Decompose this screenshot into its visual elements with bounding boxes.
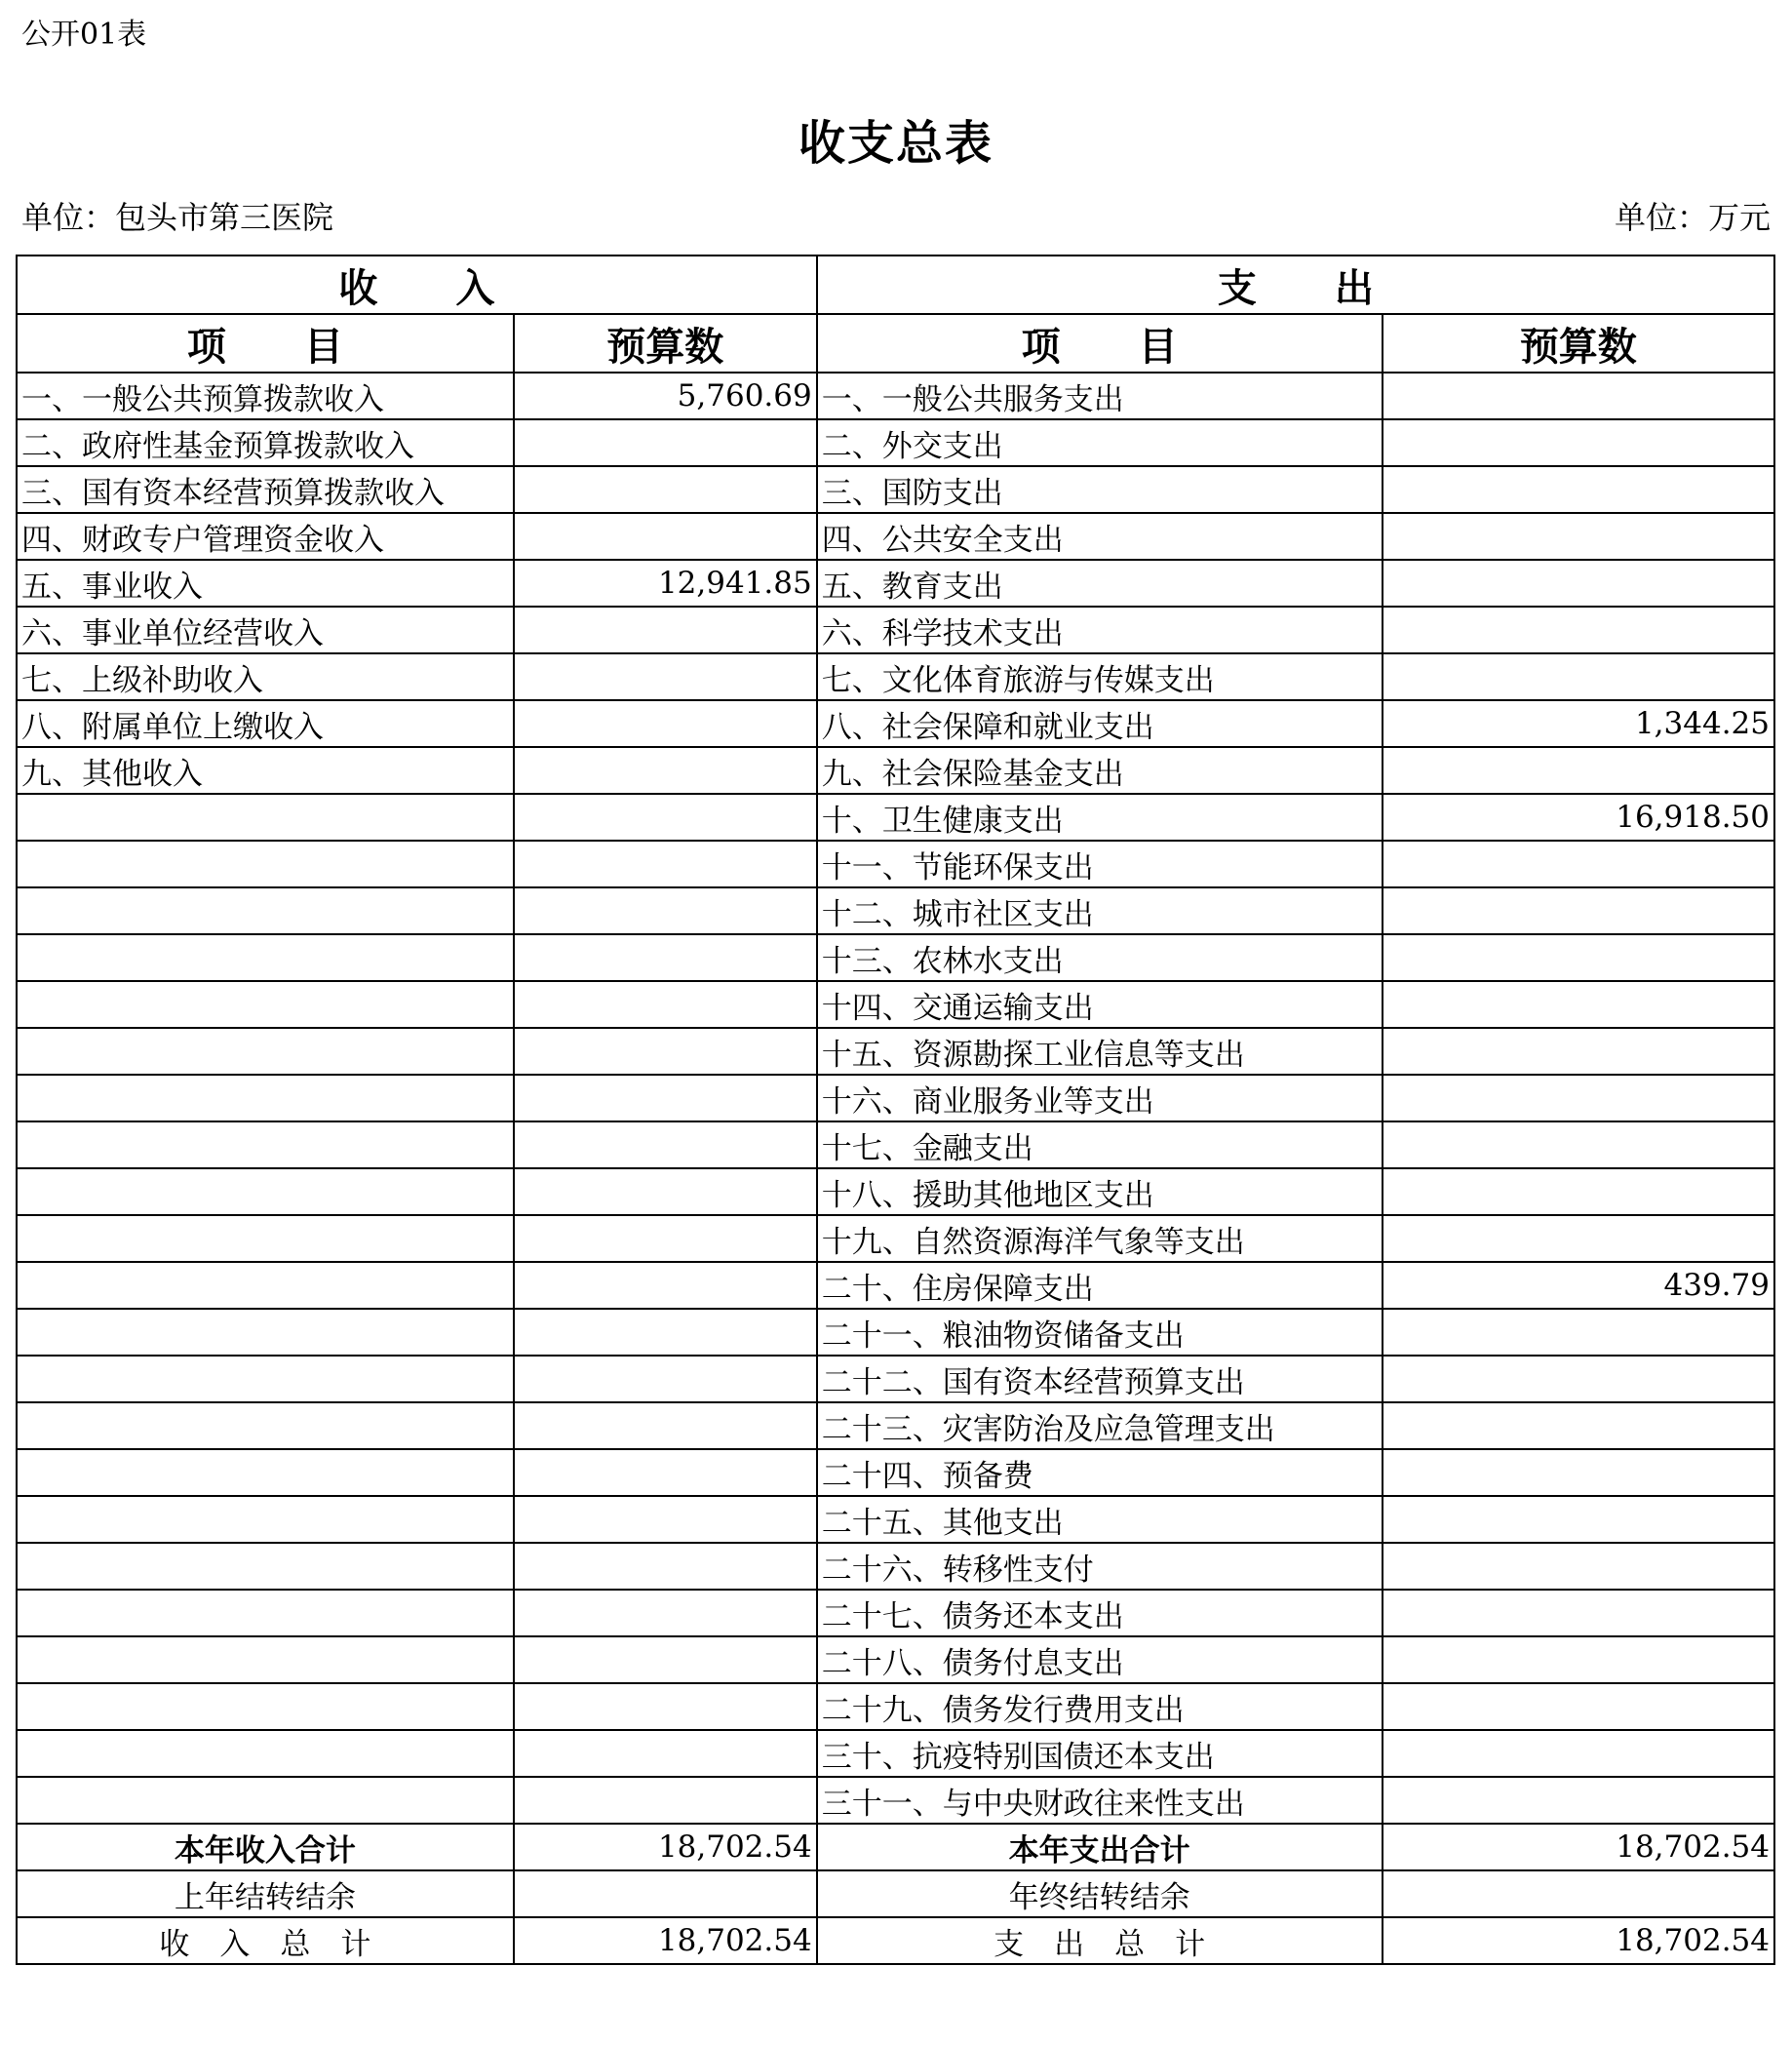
income-item-cell: 五、事业收入 bbox=[17, 560, 514, 607]
expense-item-cell: 二、外交支出 bbox=[817, 419, 1383, 466]
expense-value-cell bbox=[1383, 1215, 1774, 1262]
unit-organization: 单位：包头市第三医院 bbox=[21, 199, 334, 236]
expense-item-cell: 十一、节能环保支出 bbox=[817, 841, 1383, 887]
expense-item-cell: 十九、自然资源海洋气象等支出 bbox=[817, 1215, 1383, 1262]
expense-value-cell bbox=[1383, 1402, 1774, 1449]
expense-item-cell: 一、一般公共服务支出 bbox=[817, 373, 1383, 419]
income-item-cell bbox=[17, 1309, 514, 1356]
expense-value-cell bbox=[1383, 1356, 1774, 1402]
income-value-cell bbox=[514, 1262, 817, 1309]
expense-value-cell bbox=[1383, 1730, 1774, 1777]
expense-item-cell: 二十三、灾害防治及应急管理支出 bbox=[817, 1402, 1383, 1449]
expense-item-cell: 十五、资源勘探工业信息等支出 bbox=[817, 1028, 1383, 1075]
expense-item-cell: 二十九、债务发行费用支出 bbox=[817, 1683, 1383, 1730]
income-item-cell bbox=[17, 1543, 514, 1590]
income-total-label: 上年结转结余 bbox=[17, 1870, 514, 1917]
expense-total-label: 本年支出合计 bbox=[817, 1824, 1383, 1870]
expense-value-cell bbox=[1383, 887, 1774, 934]
income-value-cell bbox=[514, 1168, 817, 1215]
income-value-cell bbox=[514, 794, 817, 841]
table-row bbox=[17, 373, 1774, 419]
table-row bbox=[17, 1449, 1774, 1496]
expense-value-cell bbox=[1383, 1309, 1774, 1356]
income-value-cell bbox=[514, 1636, 817, 1683]
income-item-cell: 三、国有资本经营预算拨款收入 bbox=[17, 466, 514, 513]
table-row bbox=[17, 841, 1774, 887]
table-row bbox=[17, 700, 1774, 747]
income-item-cell bbox=[17, 1215, 514, 1262]
income-item-cell: 八、附属单位上缴收入 bbox=[17, 700, 514, 747]
expense-item-cell: 八、社会保障和就业支出 bbox=[817, 700, 1383, 747]
table-row bbox=[17, 1636, 1774, 1683]
form-id: 公开01表 bbox=[21, 18, 147, 52]
income-section-header: 收 入 bbox=[17, 256, 817, 314]
expense-item-cell: 九、社会保险基金支出 bbox=[817, 747, 1383, 794]
table-row bbox=[17, 419, 1774, 466]
expense-item-cell: 十三、农林水支出 bbox=[817, 934, 1383, 981]
income-item-cell bbox=[17, 1590, 514, 1636]
income-value-cell bbox=[514, 1590, 817, 1636]
expense-value-cell bbox=[1383, 841, 1774, 887]
expense-value-cell bbox=[1383, 1121, 1774, 1168]
expense-value-cell bbox=[1383, 747, 1774, 794]
expense-section-header: 支 出 bbox=[817, 256, 1774, 314]
income-item-cell bbox=[17, 1262, 514, 1309]
table-row bbox=[17, 1356, 1774, 1402]
income-value-cell bbox=[514, 747, 817, 794]
expense-item-cell: 二十五、其他支出 bbox=[817, 1496, 1383, 1543]
expense-value-cell bbox=[1383, 1075, 1774, 1121]
table-row bbox=[17, 1028, 1774, 1075]
income-item-cell bbox=[17, 981, 514, 1028]
expense-value-cell bbox=[1383, 934, 1774, 981]
income-total-value bbox=[514, 1870, 817, 1917]
unit-currency: 单位：万元 bbox=[1614, 199, 1771, 236]
expense-total-value: 18,702.54 bbox=[1383, 1917, 1774, 1964]
income-total-label: 收 入 总 计 bbox=[17, 1917, 514, 1964]
expense-value-cell: 16,918.50 bbox=[1383, 794, 1774, 841]
expense-item-cell: 二十一、粮油物资储备支出 bbox=[817, 1309, 1383, 1356]
expense-value-cell bbox=[1383, 513, 1774, 560]
income-value-cell bbox=[514, 1121, 817, 1168]
income-total-value: 18,702.54 bbox=[514, 1917, 817, 1964]
income-item-cell bbox=[17, 841, 514, 887]
income-item-cell bbox=[17, 1028, 514, 1075]
income-item-cell bbox=[17, 1121, 514, 1168]
expense-item-cell: 十七、金融支出 bbox=[817, 1121, 1383, 1168]
table-row bbox=[17, 981, 1774, 1028]
expense-item-cell: 十、卫生健康支出 bbox=[817, 794, 1383, 841]
table-row bbox=[17, 1121, 1774, 1168]
table-row bbox=[17, 1496, 1774, 1543]
expense-value-cell bbox=[1383, 373, 1774, 419]
total-row bbox=[17, 1917, 1774, 1964]
expense-value-cell bbox=[1383, 1543, 1774, 1590]
expense-value-cell bbox=[1383, 419, 1774, 466]
table-row bbox=[17, 513, 1774, 560]
expense-value-cell bbox=[1383, 1590, 1774, 1636]
header-row-columns bbox=[17, 314, 1774, 373]
income-item-cell bbox=[17, 1496, 514, 1543]
income-item-cell bbox=[17, 934, 514, 981]
expense-item-cell: 二十、住房保障支出 bbox=[817, 1262, 1383, 1309]
income-value-cell bbox=[514, 1309, 817, 1356]
table-row bbox=[17, 887, 1774, 934]
expense-value-cell bbox=[1383, 466, 1774, 513]
expense-value-cell: 1,344.25 bbox=[1383, 700, 1774, 747]
income-value-cell: 5,760.69 bbox=[514, 373, 817, 419]
header-row-sections bbox=[17, 256, 1774, 314]
table-row bbox=[17, 934, 1774, 981]
table-row bbox=[17, 1262, 1774, 1309]
income-value-cell bbox=[514, 1215, 817, 1262]
expense-item-cell: 五、教育支出 bbox=[817, 560, 1383, 607]
income-item-cell bbox=[17, 1683, 514, 1730]
table-row bbox=[17, 1075, 1774, 1121]
page-title: 收支总表 bbox=[798, 116, 993, 171]
income-value-cell bbox=[514, 934, 817, 981]
expense-value-cell bbox=[1383, 981, 1774, 1028]
expense-item-cell: 四、公共安全支出 bbox=[817, 513, 1383, 560]
income-value-cell bbox=[514, 607, 817, 653]
income-value-cell bbox=[514, 1356, 817, 1402]
income-item-cell bbox=[17, 1777, 514, 1824]
expense-value-cell bbox=[1383, 1636, 1774, 1683]
income-value-cell bbox=[514, 1028, 817, 1075]
income-total-value: 18,702.54 bbox=[514, 1824, 817, 1870]
expense-total-label: 年终结转结余 bbox=[817, 1870, 1383, 1917]
income-item-header: 项 目 bbox=[17, 314, 514, 373]
expense-value-cell bbox=[1383, 1683, 1774, 1730]
expense-item-cell: 六、科学技术支出 bbox=[817, 607, 1383, 653]
table-row bbox=[17, 1730, 1774, 1777]
income-value-cell bbox=[514, 1075, 817, 1121]
expense-value-cell bbox=[1383, 1449, 1774, 1496]
table-row bbox=[17, 1543, 1774, 1590]
expense-total-label: 支 出 总 计 bbox=[817, 1917, 1383, 1964]
income-value-cell bbox=[514, 700, 817, 747]
income-item-cell bbox=[17, 1449, 514, 1496]
income-item-cell: 二、政府性基金预算拨款收入 bbox=[17, 419, 514, 466]
expense-value-cell bbox=[1383, 1168, 1774, 1215]
total-row bbox=[17, 1824, 1774, 1870]
table-row bbox=[17, 1402, 1774, 1449]
income-item-cell bbox=[17, 1730, 514, 1777]
expense-value-cell bbox=[1383, 1028, 1774, 1075]
table-row bbox=[17, 1309, 1774, 1356]
expense-budget-header: 预算数 bbox=[1383, 314, 1774, 373]
expense-item-cell: 十六、商业服务业等支出 bbox=[817, 1075, 1383, 1121]
table-row bbox=[17, 1777, 1774, 1824]
table-row bbox=[17, 607, 1774, 653]
income-value-cell bbox=[514, 1730, 817, 1777]
table-row bbox=[17, 1215, 1774, 1262]
expense-total-value: 18,702.54 bbox=[1383, 1824, 1774, 1870]
income-value-cell bbox=[514, 841, 817, 887]
expense-value-cell: 439.79 bbox=[1383, 1262, 1774, 1309]
income-value-cell bbox=[514, 513, 817, 560]
expense-total-value bbox=[1383, 1870, 1774, 1917]
table-body bbox=[17, 256, 1774, 1964]
expense-item-cell: 二十八、债务付息支出 bbox=[817, 1636, 1383, 1683]
expense-value-cell bbox=[1383, 560, 1774, 607]
income-value-cell bbox=[514, 1683, 817, 1730]
table-row bbox=[17, 560, 1774, 607]
income-value-cell bbox=[514, 1449, 817, 1496]
expense-item-cell: 二十六、转移性支付 bbox=[817, 1543, 1383, 1590]
expense-item-cell: 十八、援助其他地区支出 bbox=[817, 1168, 1383, 1215]
table-row bbox=[17, 466, 1774, 513]
expense-item-cell: 三十、抗疫特别国债还本支出 bbox=[817, 1730, 1383, 1777]
income-item-cell bbox=[17, 1356, 514, 1402]
income-value-cell bbox=[514, 466, 817, 513]
income-budget-header: 预算数 bbox=[514, 314, 817, 373]
expense-item-cell: 二十七、债务还本支出 bbox=[817, 1590, 1383, 1636]
expense-value-cell bbox=[1383, 1496, 1774, 1543]
table-row bbox=[17, 1590, 1774, 1636]
income-item-cell bbox=[17, 1402, 514, 1449]
income-item-cell bbox=[17, 1075, 514, 1121]
income-item-cell: 一、一般公共预算拨款收入 bbox=[17, 373, 514, 419]
expense-item-cell: 二十四、预备费 bbox=[817, 1449, 1383, 1496]
table-row bbox=[17, 794, 1774, 841]
income-item-cell: 九、其他收入 bbox=[17, 747, 514, 794]
expense-item-cell: 七、文化体育旅游与传媒支出 bbox=[817, 653, 1383, 700]
income-value-cell bbox=[514, 1402, 817, 1449]
expense-item-cell: 三、国防支出 bbox=[817, 466, 1383, 513]
income-item-cell bbox=[17, 1168, 514, 1215]
income-value-cell bbox=[514, 1777, 817, 1824]
income-value-cell bbox=[514, 887, 817, 934]
income-item-cell bbox=[17, 794, 514, 841]
income-value-cell bbox=[514, 981, 817, 1028]
income-item-cell: 四、财政专户管理资金收入 bbox=[17, 513, 514, 560]
total-row bbox=[17, 1870, 1774, 1917]
table-row bbox=[17, 653, 1774, 700]
expense-item-cell: 三十一、与中央财政往来性支出 bbox=[817, 1777, 1383, 1824]
expense-item-header: 项 目 bbox=[817, 314, 1383, 373]
expense-item-cell: 十四、交通运输支出 bbox=[817, 981, 1383, 1028]
income-item-cell bbox=[17, 1636, 514, 1683]
expense-item-cell: 二十二、国有资本经营预算支出 bbox=[817, 1356, 1383, 1402]
income-value-cell bbox=[514, 1543, 817, 1590]
income-value-cell bbox=[514, 419, 817, 466]
table-row bbox=[17, 747, 1774, 794]
income-expense-table bbox=[16, 255, 1775, 1965]
income-item-cell: 六、事业单位经营收入 bbox=[17, 607, 514, 653]
table-row bbox=[17, 1168, 1774, 1215]
expense-value-cell bbox=[1383, 1777, 1774, 1824]
expense-value-cell bbox=[1383, 653, 1774, 700]
expense-item-cell: 十二、城市社区支出 bbox=[817, 887, 1383, 934]
table-row bbox=[17, 1683, 1774, 1730]
income-value-cell bbox=[514, 653, 817, 700]
income-item-cell: 七、上级补助收入 bbox=[17, 653, 514, 700]
income-value-cell: 12,941.85 bbox=[514, 560, 817, 607]
expense-value-cell bbox=[1383, 607, 1774, 653]
income-value-cell bbox=[514, 1496, 817, 1543]
income-item-cell bbox=[17, 887, 514, 934]
income-total-label: 本年收入合计 bbox=[17, 1824, 514, 1870]
